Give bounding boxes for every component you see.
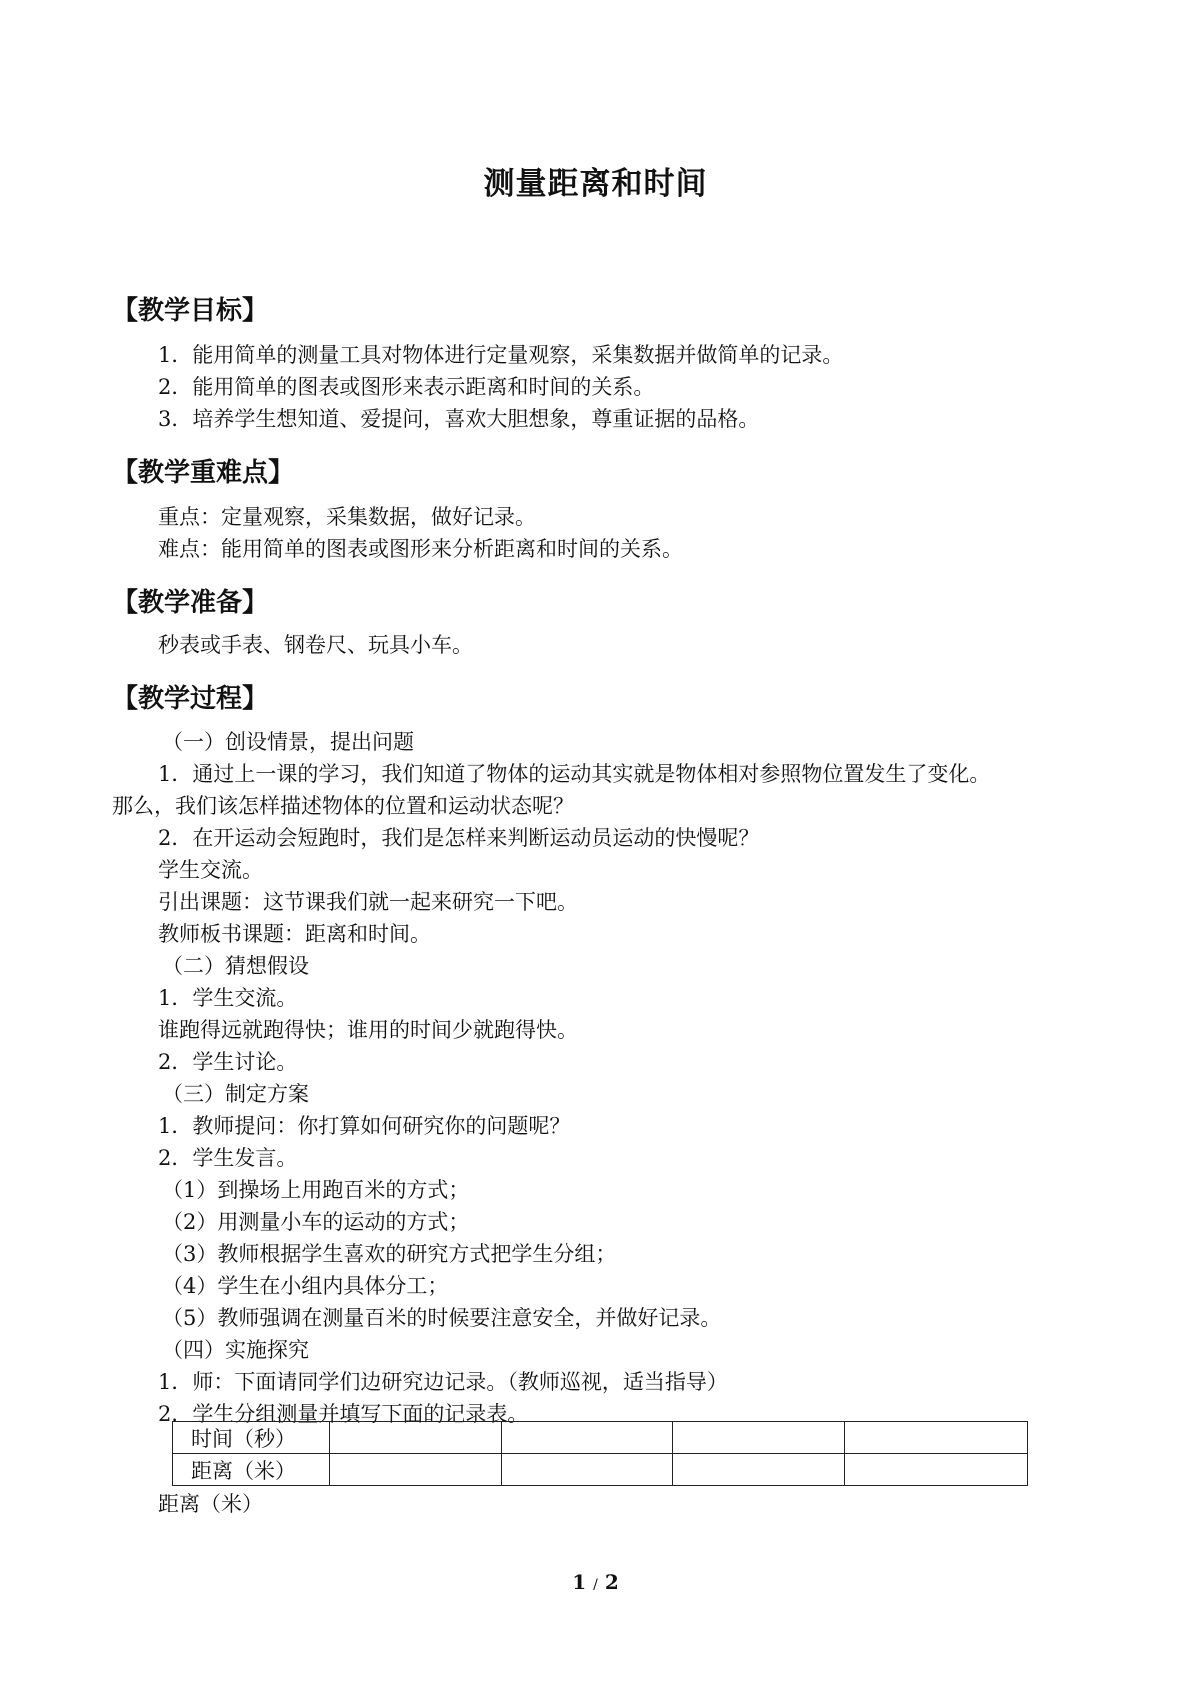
table-cell bbox=[673, 1454, 844, 1486]
process-line: 学生交流。 bbox=[158, 858, 263, 882]
process-line: 1．师：下面请同学们边研究边记录。（教师巡视，适当指导） bbox=[158, 1370, 728, 1394]
process-line: （四）实施探究 bbox=[162, 1338, 309, 1362]
process-line: 2．学生分组测量并填写下面的记录表。 bbox=[158, 1402, 529, 1426]
key-point-item: 难点：能用简单的图表或图形来分析距离和时间的关系。 bbox=[158, 537, 683, 561]
goal-item: 3．培养学生想知道、爱提问，喜欢大胆想象，尊重证据的品格。 bbox=[158, 407, 760, 431]
process-line: （4）学生在小组内具体分工； bbox=[162, 1274, 449, 1298]
page-current: 1 bbox=[572, 1570, 587, 1594]
process-line: 谁跑得远就跑得快；谁用的时间少就跑得快。 bbox=[158, 1018, 578, 1042]
process-line: （二）猜想假设 bbox=[162, 954, 309, 978]
process-line: 2．学生讨论。 bbox=[158, 1050, 298, 1074]
table-cell bbox=[330, 1422, 501, 1454]
table-cell bbox=[673, 1422, 844, 1454]
process-line: （三）制定方案 bbox=[162, 1082, 309, 1106]
process-line: （一）创设情景，提出问题 bbox=[162, 730, 414, 754]
section-heading-key-points: 【教学重难点】 bbox=[112, 458, 295, 488]
table-row bbox=[173, 1422, 1028, 1454]
page-separator: / bbox=[593, 1577, 598, 1593]
section-heading-process: 【教学过程】 bbox=[112, 684, 269, 714]
key-point-item: 重点：定量观察，采集数据，做好记录。 bbox=[158, 505, 536, 529]
process-line: 引出课题：这节课我们就一起来研究一下吧。 bbox=[158, 890, 578, 914]
process-line: 那么，我们该怎样描述物体的位置和运动状态呢？ bbox=[112, 794, 574, 818]
table-cell bbox=[330, 1454, 501, 1486]
process-line: 1．通过上一课的学习，我们知道了物体的运动其实就是物体相对参照物位置发生了变化。 bbox=[158, 762, 991, 786]
process-line: 2．在开运动会短跑时，我们是怎样来判断运动员运动的快慢呢？ bbox=[158, 826, 760, 850]
table-cell bbox=[844, 1454, 1027, 1486]
process-line: 教师板书课题：距离和时间。 bbox=[158, 922, 431, 946]
process-line: （2）用测量小车的运动的方式； bbox=[162, 1210, 470, 1234]
table-row bbox=[173, 1454, 1028, 1486]
after-table-line: 距离（米） bbox=[158, 1492, 263, 1516]
process-line: （1）到操场上用跑百米的方式； bbox=[162, 1178, 470, 1202]
record-table bbox=[172, 1421, 1028, 1486]
section-heading-goals: 【教学目标】 bbox=[112, 296, 269, 326]
page-total: 2 bbox=[604, 1570, 619, 1594]
row-label-time: 时间（秒） bbox=[173, 1422, 330, 1454]
section-heading-preparation: 【教学准备】 bbox=[112, 588, 269, 618]
table-cell bbox=[501, 1422, 672, 1454]
goal-item: 2．能用简单的图表或图形来表示距离和时间的关系。 bbox=[158, 375, 655, 399]
process-line: （5）教师强调在测量百米的时候要注意安全，并做好记录。 bbox=[162, 1306, 722, 1330]
goal-item: 1．能用简单的测量工具对物体进行定量观察，采集数据并做简单的记录。 bbox=[158, 343, 844, 367]
table-cell bbox=[501, 1454, 672, 1486]
page-title: 测量距离和时间 bbox=[483, 166, 708, 202]
table-cell bbox=[844, 1422, 1027, 1454]
process-line: （3）教师根据学生喜欢的研究方式把学生分组； bbox=[162, 1242, 617, 1266]
row-label-distance: 距离（米） bbox=[173, 1454, 330, 1486]
process-line: 2．学生发言。 bbox=[158, 1146, 298, 1170]
page-number bbox=[0, 1570, 1191, 1594]
process-line: 1．学生交流。 bbox=[158, 986, 298, 1010]
preparation-item: 秒表或手表、钢卷尺、玩具小车。 bbox=[158, 633, 473, 657]
process-line: 1．教师提问：你打算如何研究你的问题呢？ bbox=[158, 1114, 571, 1138]
